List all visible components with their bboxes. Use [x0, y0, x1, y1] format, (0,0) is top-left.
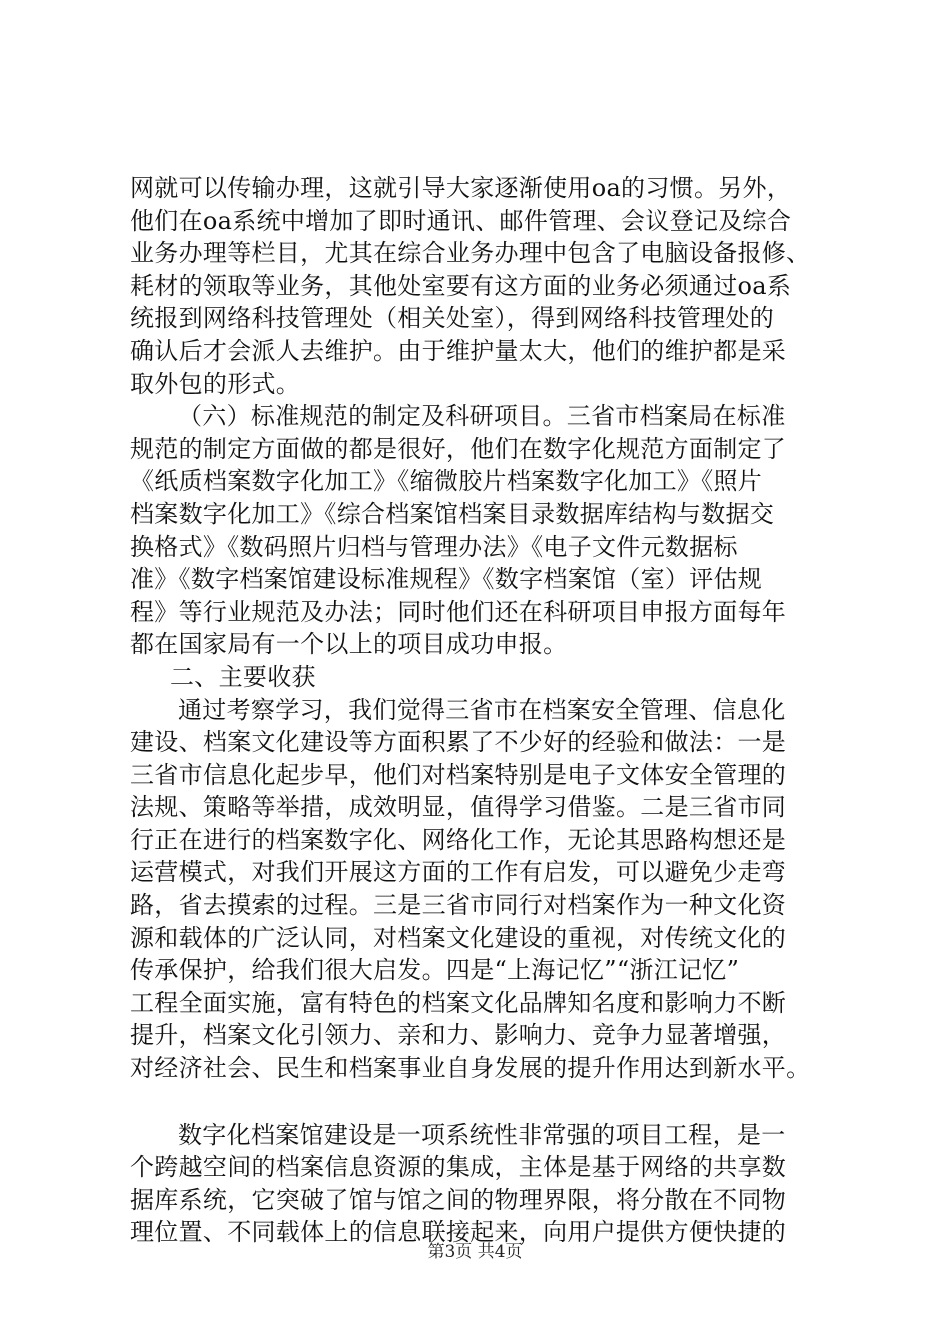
text-line: 行正在进行的档案数字化、网络化工作，无论其思路构想还是 [130, 825, 787, 854]
text-line: 工程全面实施，富有特色的档案文化品牌知名度和影响力不断 [130, 988, 787, 1017]
text-line: 《纸质档案数字化加工》《缩微胶片档案数字化加工》《照片 [130, 467, 763, 496]
text-line: 法规、策略等举措，成效明显，值得学习借鉴。二是三省市同 [130, 793, 787, 822]
text-line: 程》等行业规范及办法；同时他们还在科研项目申报方面每年 [130, 597, 787, 626]
text-line: 理位置、不同载体上的信息联接起来，向用户提供方便快捷的 [130, 1218, 787, 1247]
text-line: 业务办理等栏目，尤其在综合业务办理中包含了电脑设备报修、 [130, 239, 811, 268]
text-line: 确认后才会派人去维护。由于维护量太大，他们的维护都是采 [130, 336, 787, 365]
text-line: 路，省去摸索的过程。三是三省市同行对档案作为一种文化资 [130, 891, 787, 920]
text-line: 换格式》《数码照片归档与管理办法》《电子文件元数据标 [130, 532, 738, 561]
paragraph-oa-system [130, 172, 830, 400]
text-line: 档案数字化加工》《综合档案馆档案目录数据库结构与数据交 [130, 499, 775, 528]
text-line: 运营模式，对我们开展这方面的工作有启发，可以避免少走弯 [130, 858, 787, 887]
text-line: 都在国家局有一个以上的项目成功申报。 [130, 630, 568, 659]
text-line: 他们在oa系统中增加了即时通讯、邮件管理、会议登记及综合 [130, 206, 792, 235]
document-body [130, 172, 830, 1249]
text-line: 对经济社会、民生和档案事业自身发展的提升作用达到新水平。 [130, 1054, 811, 1083]
page-number-footer: 第3页 共4页 [427, 1242, 523, 1262]
text-line: 提升，档案文化引领力、亲和力、影响力、竞争力显著增强， [130, 1021, 787, 1050]
text-line: （六）标准规范的制定及科研项目。三省市档案局在标准 [178, 402, 786, 431]
text-line: 网就可以传输办理，这就引导大家逐渐使用oa的习惯。另外， [130, 174, 792, 202]
text-line: 传承保护，给我们很大启发。四是“上海记忆”“浙江记忆” [130, 956, 740, 985]
text-line: 三省市信息化起步早，他们对档案特别是电子文体安全管理的 [130, 760, 787, 789]
text-line: 据库系统，它突破了馆与馆之间的物理界限，将分散在不同物 [130, 1185, 787, 1214]
text-line: 统报到网络科技管理处（相关处室），得到网络科技管理处的 [130, 304, 775, 333]
text-line: 个跨越空间的档案信息资源的集成，主体是基于网络的共享数 [130, 1153, 787, 1182]
text-line: 规范的制定方面做的都是很好，他们在数字化规范方面制定了 [130, 434, 787, 463]
text-line: 准》《数字档案馆建设标准规程》《数字档案馆（室）评估规 [130, 565, 763, 594]
text-line: 通过考察学习，我们觉得三省市在档案安全管理、信息化 [178, 695, 786, 724]
paragraph-spacer [130, 1085, 830, 1119]
text-line: 建设、档案文化建设等方面积累了不少好的经验和做法：一是 [130, 728, 787, 757]
text-line: 取外包的形式。 [130, 369, 301, 398]
paragraph-digital-archive [130, 1119, 830, 1249]
text-line: 耗材的领取等业务，其他处室要有这方面的业务必须通过oa系 [130, 271, 792, 300]
text-line: 数字化档案馆建设是一项系统性非常强的项目工程，是一 [178, 1120, 786, 1149]
paragraph-main-gains [130, 694, 830, 1085]
paragraph-standards [130, 400, 830, 661]
text-line: 源和载体的广泛认同，对档案文化建设的重视，对传统文化的 [130, 923, 787, 952]
section-heading-main-gains: 二、主要收获 [170, 662, 316, 691]
